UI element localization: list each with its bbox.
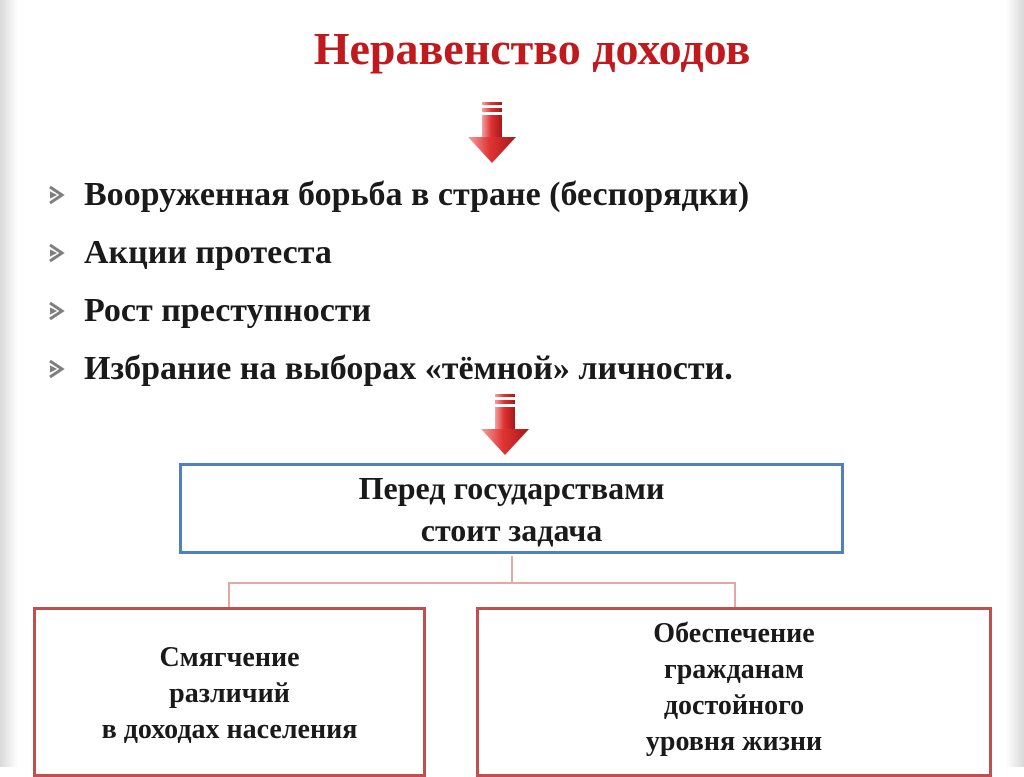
task-box <box>179 463 844 554</box>
arrow-bullet-icon <box>46 352 84 386</box>
goal-line: в доходах населения <box>101 714 358 745</box>
goal-line: достойного <box>663 690 805 721</box>
arrow-bullet-icon <box>46 294 84 328</box>
goal-line: различий <box>169 678 290 709</box>
goal-box-income-differences <box>33 607 426 777</box>
slide-left-edge <box>0 0 18 767</box>
task-line: стоит задача <box>420 511 603 548</box>
goal-line: гражданам <box>664 654 804 685</box>
slide-title: Неравенство доходов <box>313 23 751 74</box>
list-item <box>46 224 749 282</box>
list-item <box>46 340 749 398</box>
goal-line: Смягчение <box>159 642 300 673</box>
goal-line: уровня жизни <box>645 726 823 757</box>
consequences-list <box>46 166 749 398</box>
list-item <box>46 166 749 224</box>
task-line: Перед государствами <box>358 469 665 506</box>
arrow-bullet-icon <box>46 236 84 270</box>
arrow-bullet-icon <box>46 178 84 212</box>
list-item-text: Вооруженная борьба в стране (беспорядки) <box>84 176 750 213</box>
list-item <box>46 282 749 340</box>
list-item-text: Избрание на выборах «тёмной» личности. <box>84 350 733 387</box>
down-arrow-icon <box>465 100 519 166</box>
list-item-text: Рост преступности <box>84 292 372 329</box>
down-arrow-icon <box>478 392 532 458</box>
list-item-text: Акции протеста <box>84 234 332 271</box>
slide-right-edge <box>1006 0 1024 767</box>
goal-line: Обеспечение <box>653 618 815 649</box>
goal-box-living-standard <box>476 607 992 777</box>
